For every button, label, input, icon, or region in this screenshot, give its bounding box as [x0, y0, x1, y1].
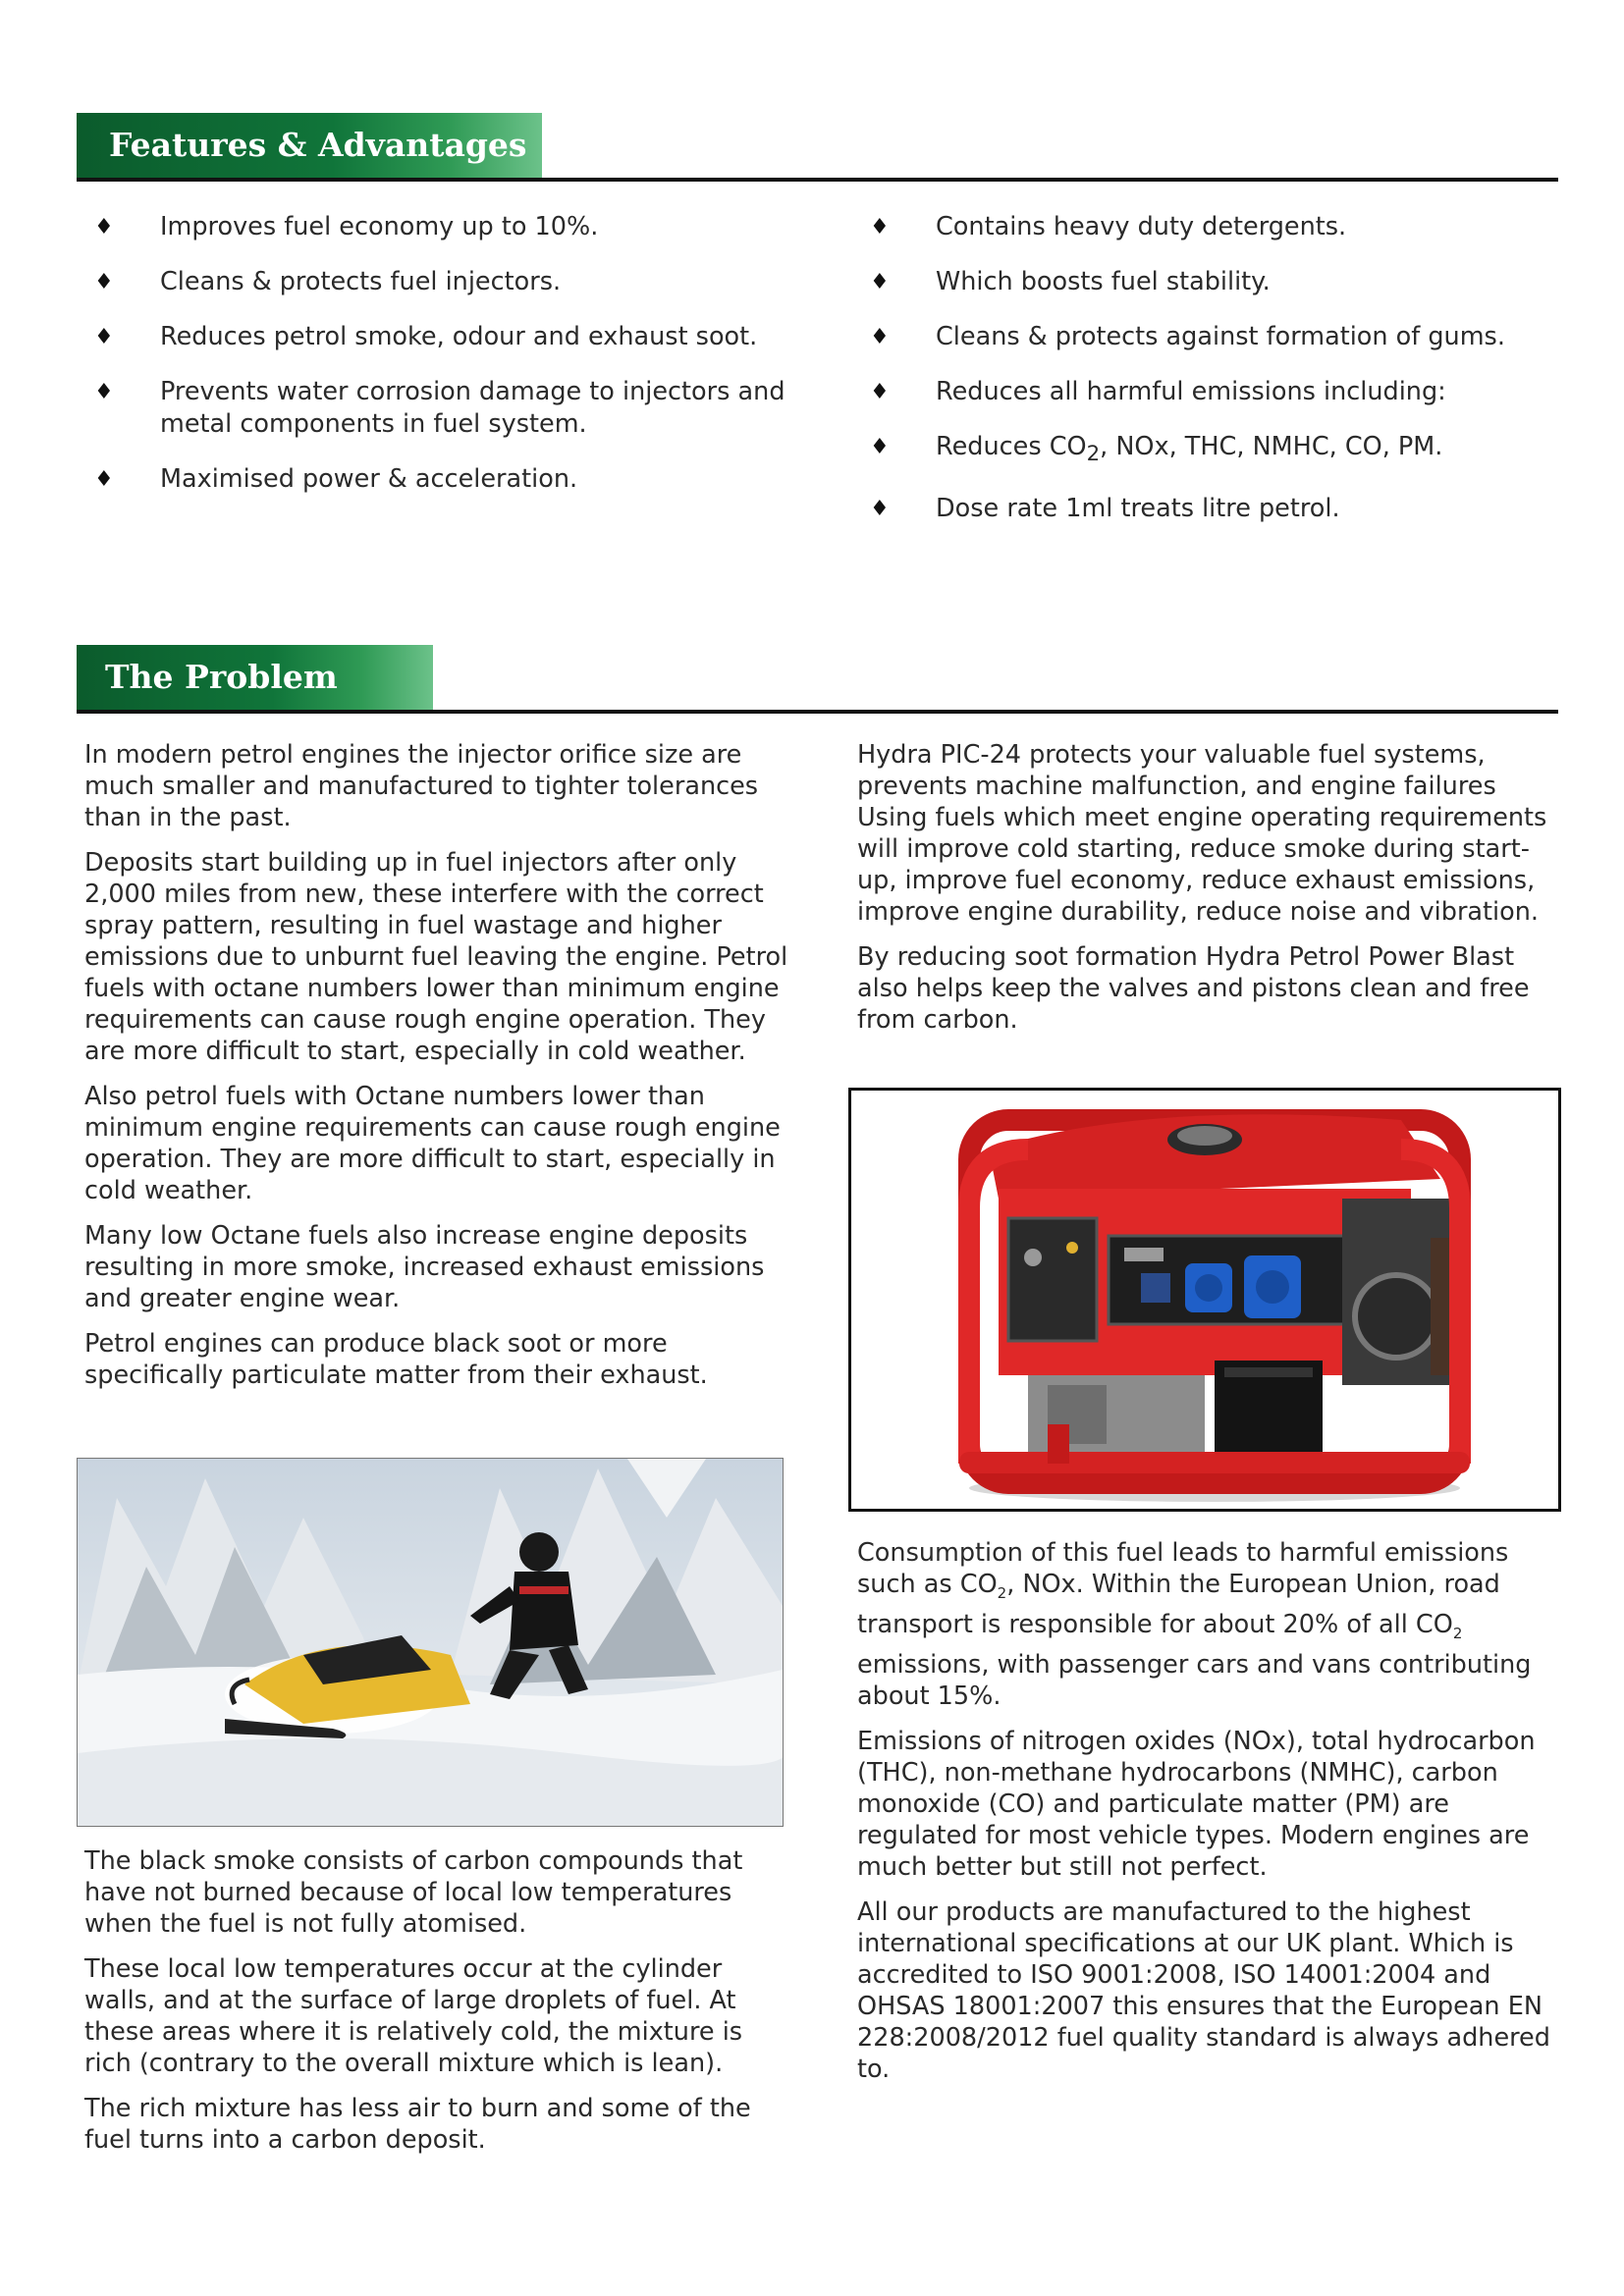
diamond-bullet-icon: ♦: [94, 467, 114, 492]
features-list-right: [862, 211, 1569, 548]
diamond-bullet-icon: ♦: [94, 380, 114, 404]
diamond-bullet-icon: ♦: [94, 325, 114, 349]
paragraph: All our products are manufactured to the highest international specifications at our UK plant. Which is accredited to ISO 9001:2008, ISO 14001:2004 and OHSAS 18001:2007 this ensures that the European EN 228:2008/2012 fuel quality standard is always adhered to.: [857, 1897, 1550, 2085]
problem-right-column-bottom: [857, 1537, 1564, 2099]
list-item: ♦ Maximised power & acceleration.: [94, 464, 578, 494]
list-item: ♦ Dose rate 1ml treats litre petrol.: [870, 494, 1340, 524]
paragraph: Consumption of this fuel leads to harmful emissions such as $CO_2$, NOx. Within the European Union, road transport is responsible for about 20% of all $CO_2$ emissions, with passenger cars and vans contributing about 15%.: [857, 1538, 1532, 1712]
diamond-bullet-icon: ♦: [870, 215, 890, 240]
diamond-bullet-icon: ♦: [870, 325, 890, 349]
list-item: ♦ Prevents water corrosion damage to injectors and metal components in fuel system.: [94, 377, 785, 439]
paragraph: Emissions of nitrogen oxides (NOx), total hydrocarbon (THC), non-methane hydrocarbons (NMHC), carbon monoxide (CO) and particulate matter (PM) are regulated for most vehicle types. Modern engines are much better but still not perfect.: [857, 1727, 1536, 1883]
features-section-header: [77, 113, 1558, 182]
diamond-bullet-icon: ♦: [94, 215, 114, 240]
paragraph: The black smoke consists of carbon compounds that have not burned because of local low temperatures when the fuel is not fully atomised.: [84, 1846, 743, 1939]
paragraph: Many low Octane fuels also increase engine deposits resulting in more smoke, increased exhaust emissions and greater engine wear.: [84, 1221, 765, 1313]
paragraph: Petrol engines can produce black soot or more specifically particulate matter from their exhaust.: [84, 1329, 708, 1390]
list-item: ♦ Which boosts fuel stability.: [870, 267, 1271, 296]
generator-photo: [848, 1088, 1561, 1512]
diamond-bullet-icon: ♦: [870, 435, 890, 459]
list-item: ♦ Improves fuel economy up to 10%.: [94, 212, 599, 241]
list-item: ♦ Reduces all harmful emissions including:: [870, 377, 1446, 406]
list-item: ♦ Reduces petrol smoke, odour and exhaust soot.: [94, 322, 758, 351]
paragraph: These local low temperatures occur at the cylinder walls, and at the surface of large droplets of fuel. At these areas where it is relatively cold, the mixture is rich (contrary to the overall mixture which is lean).: [84, 1954, 743, 2078]
problem-left-column-top: [84, 739, 791, 1405]
problem-title: The Problem: [77, 645, 433, 710]
diamond-bullet-icon: ♦: [870, 380, 890, 404]
problem-left-column-bottom: [84, 1845, 791, 2169]
generator-illustration: [851, 1091, 1558, 1509]
list-item: ♦ Contains heavy duty detergents.: [870, 212, 1347, 241]
features-title: Features & Advantages: [77, 113, 542, 178]
diamond-bullet-icon: ♦: [870, 497, 890, 522]
paragraph: Hydra PIC-24 protects your valuable fuel systems, prevents machine malfunction, and engine failures Using fuels which meet engine operating requirements will improve cold starting, reduce smoke during start-up, improve fuel economy, reduce exhaust emissions, improve engine durability, reduce noise and vibration.: [857, 740, 1547, 927]
paragraph: By reducing soot formation Hydra Petrol Power Blast also helps keep the valves and pistons clean and free from carbon.: [857, 942, 1530, 1035]
list-item: ♦ Reduces $CO_2$, NOx, THC, NMHC, CO, PM.: [870, 432, 1443, 467]
problem-section-header: [77, 645, 1558, 714]
diamond-bullet-icon: ♦: [94, 270, 114, 294]
paragraph: In modern petrol engines the injector orifice size are much smaller and manufactured to tighter tolerances than in the past.: [84, 740, 759, 832]
snowmobile-illustration: [78, 1459, 783, 1826]
snowmobile-photo: [77, 1458, 784, 1827]
list-item: ♦ Cleans & protects against formation of gums.: [870, 322, 1505, 351]
paragraph: The rich mixture has less air to burn and some of the fuel turns into a carbon deposit.: [84, 2094, 751, 2155]
features-list-left: [86, 211, 793, 518]
list-item: ♦ Cleans & protects fuel injectors.: [94, 267, 562, 296]
problem-right-column-top: [857, 739, 1564, 1049]
diamond-bullet-icon: ♦: [870, 270, 890, 294]
paragraph: Deposits start building up in fuel injectors after only 2,000 miles from new, these interfere with the correct spray pattern, resulting in fuel wastage and higher emissions due to unburnt fuel leaving the engine. Petrol fuels with octane numbers lower than minimum engine requirements can cause rough engine operation. They are more difficult to start, especially in cold weather.: [84, 848, 788, 1066]
paragraph: Also petrol fuels with Octane numbers lower than minimum engine requirements can cause rough engine operation. They are more difficult to start, especially in cold weather.: [84, 1082, 781, 1205]
